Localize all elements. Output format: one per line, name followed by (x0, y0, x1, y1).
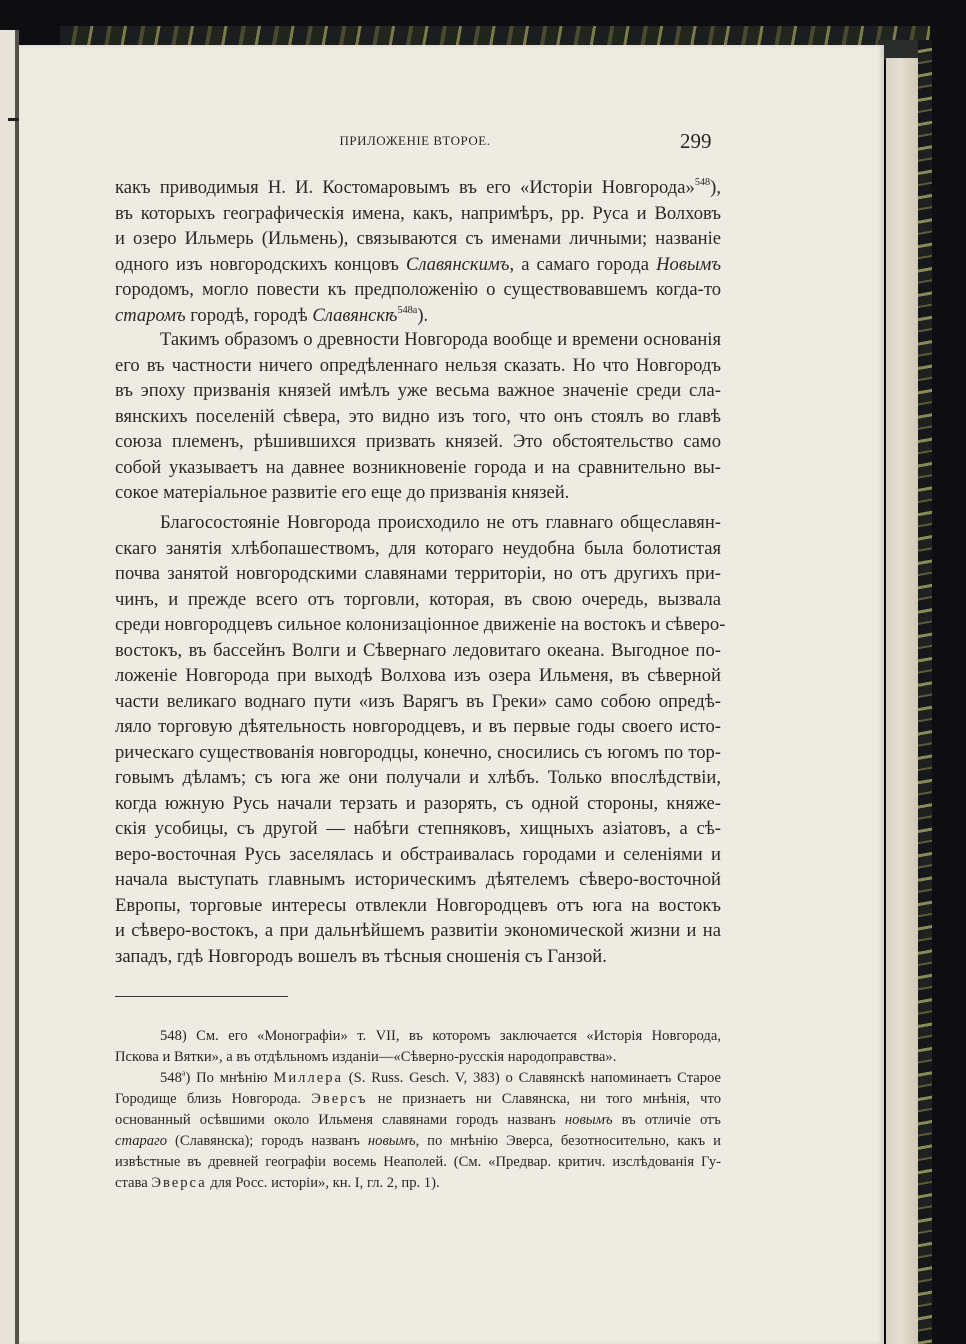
text-line (115, 1152, 721, 1173)
text-run: почва занятой новгородскими славянами территоріи, но отъ другихъ при- (115, 563, 721, 584)
text-line (115, 353, 721, 379)
text-line (115, 791, 721, 817)
footnote-rule (115, 996, 288, 997)
text-run: сокое матеріальное развитіе его еще до призванія князей. (115, 482, 570, 503)
text-line (115, 944, 721, 970)
facing-page-edge (0, 30, 16, 1344)
text-run: (S. Russ. Gesch. V, 383) о Славянскѣ напоминаетъ Старое (342, 1070, 721, 1086)
footnote (115, 1068, 721, 1194)
spaced-text: Миллера (273, 1070, 343, 1086)
text-line (115, 480, 721, 506)
page-number: 299 (680, 129, 712, 153)
text-run: става (115, 1175, 152, 1191)
paragraph (115, 510, 726, 969)
text-run: , по мнѣнію Эверса, безотносительно, какъ и (415, 1133, 721, 1149)
text-line (115, 404, 721, 430)
text-line (115, 893, 721, 919)
text-run: скаго занятія хлѣбопашествомъ, для котораго неудобна была болотистая (115, 537, 721, 559)
text-line (115, 1131, 721, 1152)
text-run: Городище близь Новгорода. (115, 1091, 312, 1107)
text-run: западъ, гдѣ Новгородъ вошелъ въ тѣсныя сношенія съ Ганзой. (115, 945, 607, 967)
text-run: его въ частности ничего опредѣленнаго нельзя сказать. Но что Новгородъ (115, 354, 721, 376)
text-line (115, 277, 721, 303)
text-run: Пскова и Вятки», а въ отдѣльномъ изданіи—«Сѣверно-русскія народоправства». (115, 1049, 617, 1065)
marbled-cover (918, 40, 932, 1344)
text-run: скія усобицы, съ другой — набѣги степняковъ, хищныхъ азіатовъ, а сѣ- (115, 818, 721, 839)
paragraph (115, 327, 721, 506)
text-run: не признаетъ ни Славянска, ни того мнѣнія, что (367, 1091, 721, 1107)
text-run: востокъ, въ бассейнъ Волги и Сѣвернаго ледовитаго океана. Выгодное по- (115, 639, 721, 661)
running-title: ПРИЛОЖЕНІЕ ВТОРОЕ. (339, 133, 491, 148)
text-line (115, 226, 721, 252)
text-run: чинъ, и прежде всего отъ торговли, которая, въ свою очередь, вызвала (115, 588, 721, 610)
text-run: вянскихъ поселеній сѣвера, это видно изъ того, что онъ стоялъ во главѣ (115, 405, 721, 427)
text-run: въ отличіе отъ (612, 1112, 721, 1128)
text-line (115, 918, 721, 944)
text-line (115, 1047, 721, 1068)
footnote-reference: 548a (397, 304, 418, 316)
book-corner (878, 40, 920, 60)
text-line (115, 561, 721, 587)
text-run: и озеро Ильмерь (Ильмень), связываются съ именами личными; названіе (115, 228, 721, 249)
text-run: , а самаго города (509, 253, 657, 275)
italic-text: старомъ (115, 304, 186, 326)
text-line (115, 429, 721, 455)
footnote (115, 1026, 721, 1068)
text-run: 548) См. его «Монографіи» т. VII, въ которомъ заключается «Исторія Новгорода, (160, 1028, 721, 1044)
text-line (115, 816, 721, 842)
text-run: въ которыхъ географическія имена, какъ, напримѣръ, рр. Руса и Волховъ (115, 202, 721, 224)
text-run: союза племенъ, рѣшившихся призвать князей. Это обстоятельство само (115, 431, 721, 452)
text-run: для Росс. исторіи», кн. I, гл. 2, пр. 1). (206, 1175, 440, 1191)
text-run: собой указываетъ на давнее возникновеніе города и на сравнительно вы- (115, 456, 721, 478)
paragraph (115, 175, 721, 328)
italic-text: Славянскимъ (405, 253, 510, 275)
text-run: говымъ дѣламъ; съ юга же они получали и хлѣбъ. Только впослѣдствіи, (115, 767, 721, 788)
text-run: ) По мнѣнію (185, 1070, 274, 1086)
text-run: части великаго воднаго пути «изъ Варягъ въ Греки» само собою опредѣ- (115, 690, 721, 712)
text-line (115, 455, 721, 481)
spaced-text: Эверса (151, 1175, 207, 1191)
italic-text: новымъ (564, 1112, 613, 1128)
text-run: когда южную Русь начали терзать и разорять, съ одной стороны, княже- (115, 792, 721, 814)
text-run: какъ приводимыя Н. И. Костомаровымъ въ его «Исторіи Новгорода» (115, 177, 695, 198)
text-line (115, 252, 721, 278)
italic-text: Новымъ (656, 253, 722, 275)
italic-text: новымъ (367, 1133, 416, 1149)
text-line (115, 303, 721, 329)
text-line (115, 327, 721, 353)
italic-text: Славянскѣ (312, 304, 398, 326)
text-run: среди новгородцевъ сильное колонизаціонное движеніе на востокъ и сѣверо- (115, 614, 726, 635)
italic-text: стараго (115, 1133, 168, 1149)
text-line (115, 612, 726, 638)
text-run: одного изъ новгородскихъ концовъ (115, 253, 406, 275)
text-run: въ эпоху призванія князей имѣлъ уже весьма важное значеніе среди сла- (115, 380, 721, 401)
text-line (115, 175, 721, 201)
text-line (115, 663, 721, 689)
text-line (115, 1110, 721, 1131)
text-line (115, 1089, 721, 1110)
text-run: (Славянска); городъ названъ (167, 1133, 368, 1149)
text-line (115, 536, 721, 562)
text-run: городомъ, могло повести къ предположенію о существовавшемъ когда-то (115, 279, 721, 300)
page-stack-edge (886, 58, 920, 1344)
text-line (115, 842, 721, 868)
text-run: и сѣверо-востокъ, а при дальнѣйшемъ развитіи экономической жизни и на (115, 920, 721, 941)
text-run: веро-восточная Русь заселялась и обстраивалась городами и селеніями и (115, 843, 721, 865)
text-line (115, 740, 721, 766)
text-run: начала выступать главнымъ историческимъ дѣятелемъ сѣверо-восточной (115, 869, 721, 890)
text-run: Европы, торговые интересы отвлекли Новгородцевъ отъ юга на востокъ (115, 894, 721, 916)
text-line (115, 1068, 721, 1089)
footnote-reference: 548 (694, 176, 711, 188)
footnote-reference: a (181, 1068, 186, 1078)
text-line (115, 765, 721, 791)
text-line (115, 638, 721, 664)
text-line (115, 510, 721, 536)
text-run: Благосостояніе Новгорода происходило не отъ главнаго общеславян- (160, 512, 721, 533)
text-line (115, 867, 721, 893)
text-line (115, 1173, 721, 1194)
text-line (115, 689, 721, 715)
spaced-text: Эверсъ (311, 1091, 368, 1107)
text-line (115, 587, 721, 613)
text-run: ложеніе Новгорода при выходѣ Волхова изъ озера Ильменя, въ сѣверной (115, 665, 721, 686)
text-run: ). (417, 304, 429, 326)
text-run: ляло торговую дѣятельность новгородцевъ, и въ первые годы своего исто- (115, 716, 721, 737)
text-run: извѣстные въ древней географіи восемь Неаполей. (См. «Предвар. критич. изслѣдованія Гу- (115, 1154, 721, 1170)
text-run: Такимъ образомъ о древности Новгорода вообще и времени основанія (160, 329, 721, 350)
text-line (115, 714, 721, 740)
text-run: ), (710, 177, 721, 198)
text-run: 548 (160, 1070, 182, 1086)
text-line (115, 378, 721, 404)
text-run: рическаго существованія новгородцы, конечно, сносились съ югомъ по тор- (115, 741, 721, 763)
text-line (115, 1026, 721, 1047)
text-line (115, 201, 721, 227)
text-run: основанный осѣвшими около Ильменя славянами городъ названъ (115, 1112, 565, 1128)
text-run: городѣ, городѣ (185, 304, 313, 326)
